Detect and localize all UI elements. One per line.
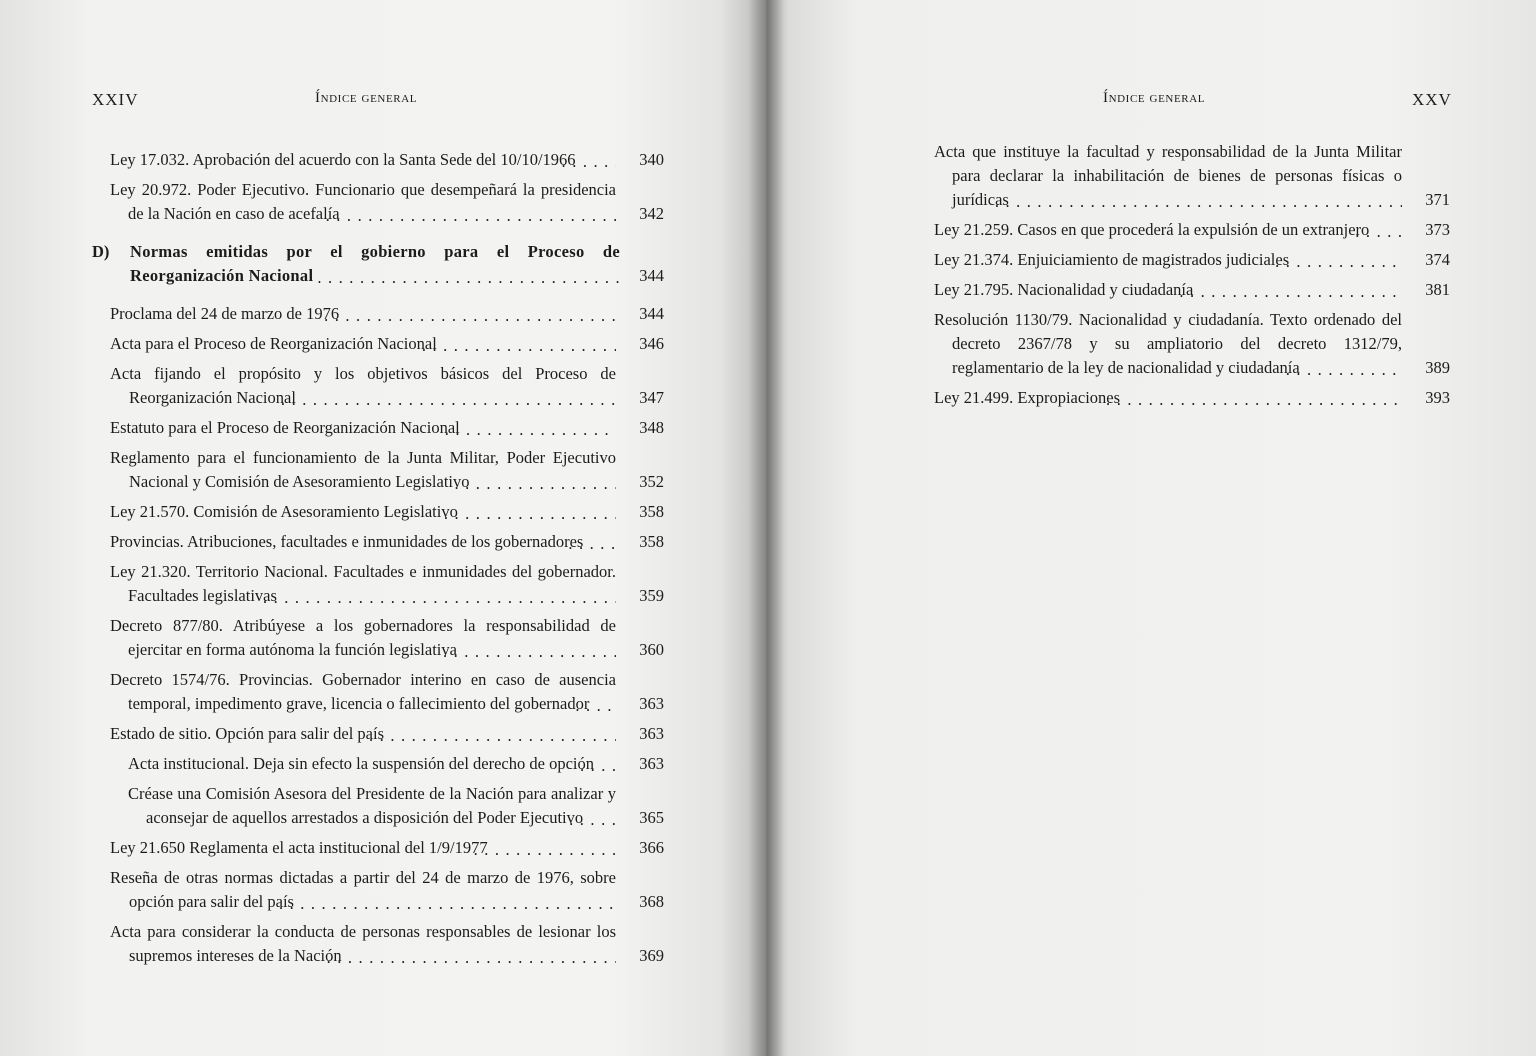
toc-entry-page: 363 [639,724,664,743]
toc-entry-page: 340 [639,150,664,169]
toc-entry-page: 358 [639,532,664,551]
section-page: 344 [639,266,664,285]
toc-entry-text: Estatuto para el Proceso de Reorganización Nacional [110,418,460,437]
toc-entry-text: Ley 21.259. Casos en que procederá la expulsión de un extranjero [934,220,1370,239]
toc-entry-text: Ley 21.795. Nacionalidad y ciudadanía [934,280,1194,299]
right-page [766,0,1536,1056]
toc-entry-page: 344 [639,304,664,323]
toc-entry-text: Ley 21.320. Territorio Nacional. Facultades e inmunidades del gobernador. Facultades legislativas [110,562,616,605]
toc-entry [92,500,664,524]
toc-entry-text: Reglamento para el funcionamiento de la Junta Militar, Poder Ejecutivo Nacional y Comisión de Asesoramiento Legislativo [110,448,616,491]
toc-entry [92,866,664,914]
toc-entry [92,416,664,440]
toc-entry-text: Decreto 877/80. Atribúyese a los gobernadores la responsabilidad de ejercitar en forma autónoma la función legislativa [110,616,616,659]
toc-entry [92,178,664,226]
toc-entry-page: 348 [639,418,664,437]
table-of-contents-right [916,140,1450,410]
toc-entry [92,920,664,968]
toc-entry-text: Proclama del 24 de marzo de 1976 [110,304,340,323]
toc-entry-text: Estado de sitio. Opción para salir del país [110,724,385,743]
toc-entry [92,302,664,326]
page-number-right: XXV [1412,90,1452,109]
running-head-right: Índice general [1103,90,1206,106]
toc-entry-page: 358 [639,502,664,521]
toc-entry-text: Acta fijando el propósito y los objetivos básicos del Proceso de Reorganización Nacional [110,364,616,407]
toc-entry-page: 366 [639,838,664,857]
toc-entry-page: 371 [1425,190,1450,209]
toc-entry-page: 393 [1425,388,1450,407]
toc-entry-text: Ley 21.650 Reglamenta el acta institucional del 1/9/1977 [110,838,488,857]
toc-entry-text: Decreto 1574/76. Provincias. Gobernador interino en caso de ausencia temporal, impedimento grave, licencia o fallecimiento del gobernador [110,670,616,713]
toc-entry [916,140,1450,212]
toc-entry-text: Resolución 1130/79. Nacionalidad y ciudadanía. Texto ordenado del decreto 2367/78 y su ampliatorio del decreto 1312/79, reglamentario de la ley de nacionalidad y ciudadanía [934,310,1402,377]
toc-entry-page: 369 [639,946,664,965]
toc-entry-text: Créase una Comisión Asesora del Presidente de la Nación para analizar y aconsejar de aquellos arrestados a disposición del Poder Ejecutivo [128,784,616,827]
toc-entry-page: 374 [1425,250,1450,269]
toc-entry [92,836,664,860]
toc-entry-page: 381 [1425,280,1450,299]
toc-entry [92,782,664,830]
toc-entry-page: 346 [639,334,664,353]
toc-entry-page: 368 [639,892,664,911]
toc-entry [92,560,664,608]
toc-entry [916,308,1450,380]
toc-entry [92,332,664,356]
toc-entry-text: Ley 21.570. Comisión de Asesoramiento Legislativo [110,502,458,521]
toc-entry [916,386,1450,410]
toc-entry-text: Ley 20.972. Poder Ejecutivo. Funcionario que desempeñará la presidencia de la Nación en caso de acefalía [110,180,616,223]
toc-entry [92,446,664,494]
toc-entry [916,278,1450,302]
toc-entry [92,362,664,410]
toc-entry-page: 359 [639,586,664,605]
toc-entry-page: 365 [639,808,664,827]
toc-entry-text: Acta institucional. Deja sin efecto la suspensión del derecho de opción [128,754,594,773]
toc-entry-text: Ley 21.499. Expropiaciones [934,388,1121,407]
section-letter: D) [92,242,110,261]
toc-entry-page: 363 [639,754,664,773]
page-number-left: XXIV [92,90,139,109]
toc-entry [92,722,664,746]
toc-entry-text: Provincias. Atribuciones, facultades e inmunidades de los gobernadores [110,532,584,551]
toc-entry-text: Acta para el Proceso de Reorganización Nacional [110,334,437,353]
table-of-contents-left [92,148,664,968]
toc-entry [92,530,664,554]
toc-entry-page: 373 [1425,220,1450,239]
toc-entry-text: Ley 17.032. Aprobación del acuerdo con la Santa Sede del 10/10/1966 [110,150,576,169]
left-page [0,0,766,1056]
toc-entry-text: Acta para considerar la conducta de personas responsables de lesionar los supremos intereses de la Nación [110,922,616,965]
toc-entry-page: 389 [1425,358,1450,377]
toc-entry-page: 360 [639,640,664,659]
toc-entry [92,752,664,776]
section-heading [92,240,664,288]
toc-entry-page: 347 [639,388,664,407]
toc-entry-page: 352 [639,472,664,491]
running-head-left: Índice general [315,90,418,106]
toc-entry [92,148,664,172]
toc-entry-page: 363 [639,694,664,713]
toc-entry-text: Reseña de otras normas dictadas a partir del 24 de marzo de 1976, sobre opción para salir del país [110,868,616,911]
toc-entry-text: Ley 21.374. Enjuiciamiento de magistrados judiciales [934,250,1290,269]
toc-entry [916,248,1450,272]
section-title: Normas emitidas por el gobierno para el Proceso de Reorganización Nacional [130,242,620,285]
toc-entry-page: 342 [639,204,664,223]
toc-entry [92,668,664,716]
toc-entry-text: Acta que instituye la facultad y responsabilidad de la Junta Militar para declarar la inhabilitación de bienes de personas físicas o jurídicas [934,142,1402,209]
toc-entry [92,614,664,662]
toc-entry [916,218,1450,242]
